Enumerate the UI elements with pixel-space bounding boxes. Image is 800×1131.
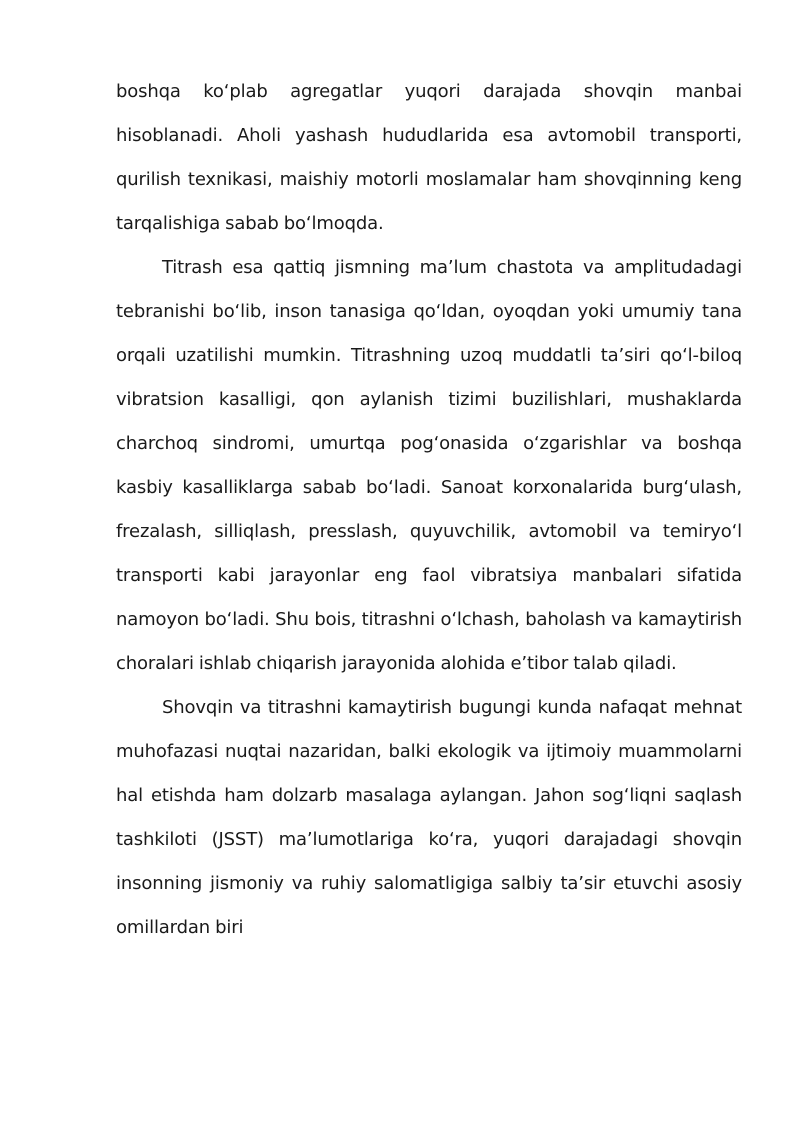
paragraph-3: Shovqin va titrashni kamaytirish bugungi kunda nafaqat mehnat muhofazasi nuqtai nazaridan, balki ekologik va ijtimoiy muammolarni hal etishda ham dolzarb masalaga aylangan. Jahon sog‘liqni saqlash tashkiloti (JSST) ma’lumotlariga ko‘ra, yuqori darajadagi shovqin insonning jismoniy va ruhiy salomatligiga salbiy ta’sir etuvchi asosiy omillardan biri (116, 697, 742, 938)
paragraph-2: Titrash esa qattiq jismning ma’lum chastota va amplitudadagi tebranishi bo‘lib, inson tanasiga qo‘ldan, oyoqdan yoki umumiy tana orqali uzatilishi mumkin. Titrashning uzoq muddatli ta’siri qo‘l-biloq vibratsion kasalligi, qon aylanish tizimi buzilishlari, mushaklarda charchoq sindromi, umurtqa pog‘onasida o‘zgarishlar va boshqa kasbiy kasalliklarga sabab bo‘ladi. Sanoat korxonalarida burg‘ulash, frezalash, silliqlash, presslash, quyuvchilik, avtomobil va temiryo‘l transporti kabi jarayonlar eng faol vibratsiya manbalari sifatida namoyon bo‘ladi. Shu bois, titrashni o‘lchash, baholash va kamaytirish choralari ishlab chiqarish jarayonida alohida e’tibor talab qiladi. (116, 257, 742, 674)
paragraph-1: boshqa ko‘plab agregatlar yuqori darajada shovqin manbai hisoblanadi. Aholi yashash hududlarida esa avtomobil transporti, qurilish texnikasi, maishiy motorli moslamalar ham shovqinning keng tarqalishiga sabab bo‘lmoqda. (116, 81, 742, 234)
document-page (116, 70, 742, 950)
